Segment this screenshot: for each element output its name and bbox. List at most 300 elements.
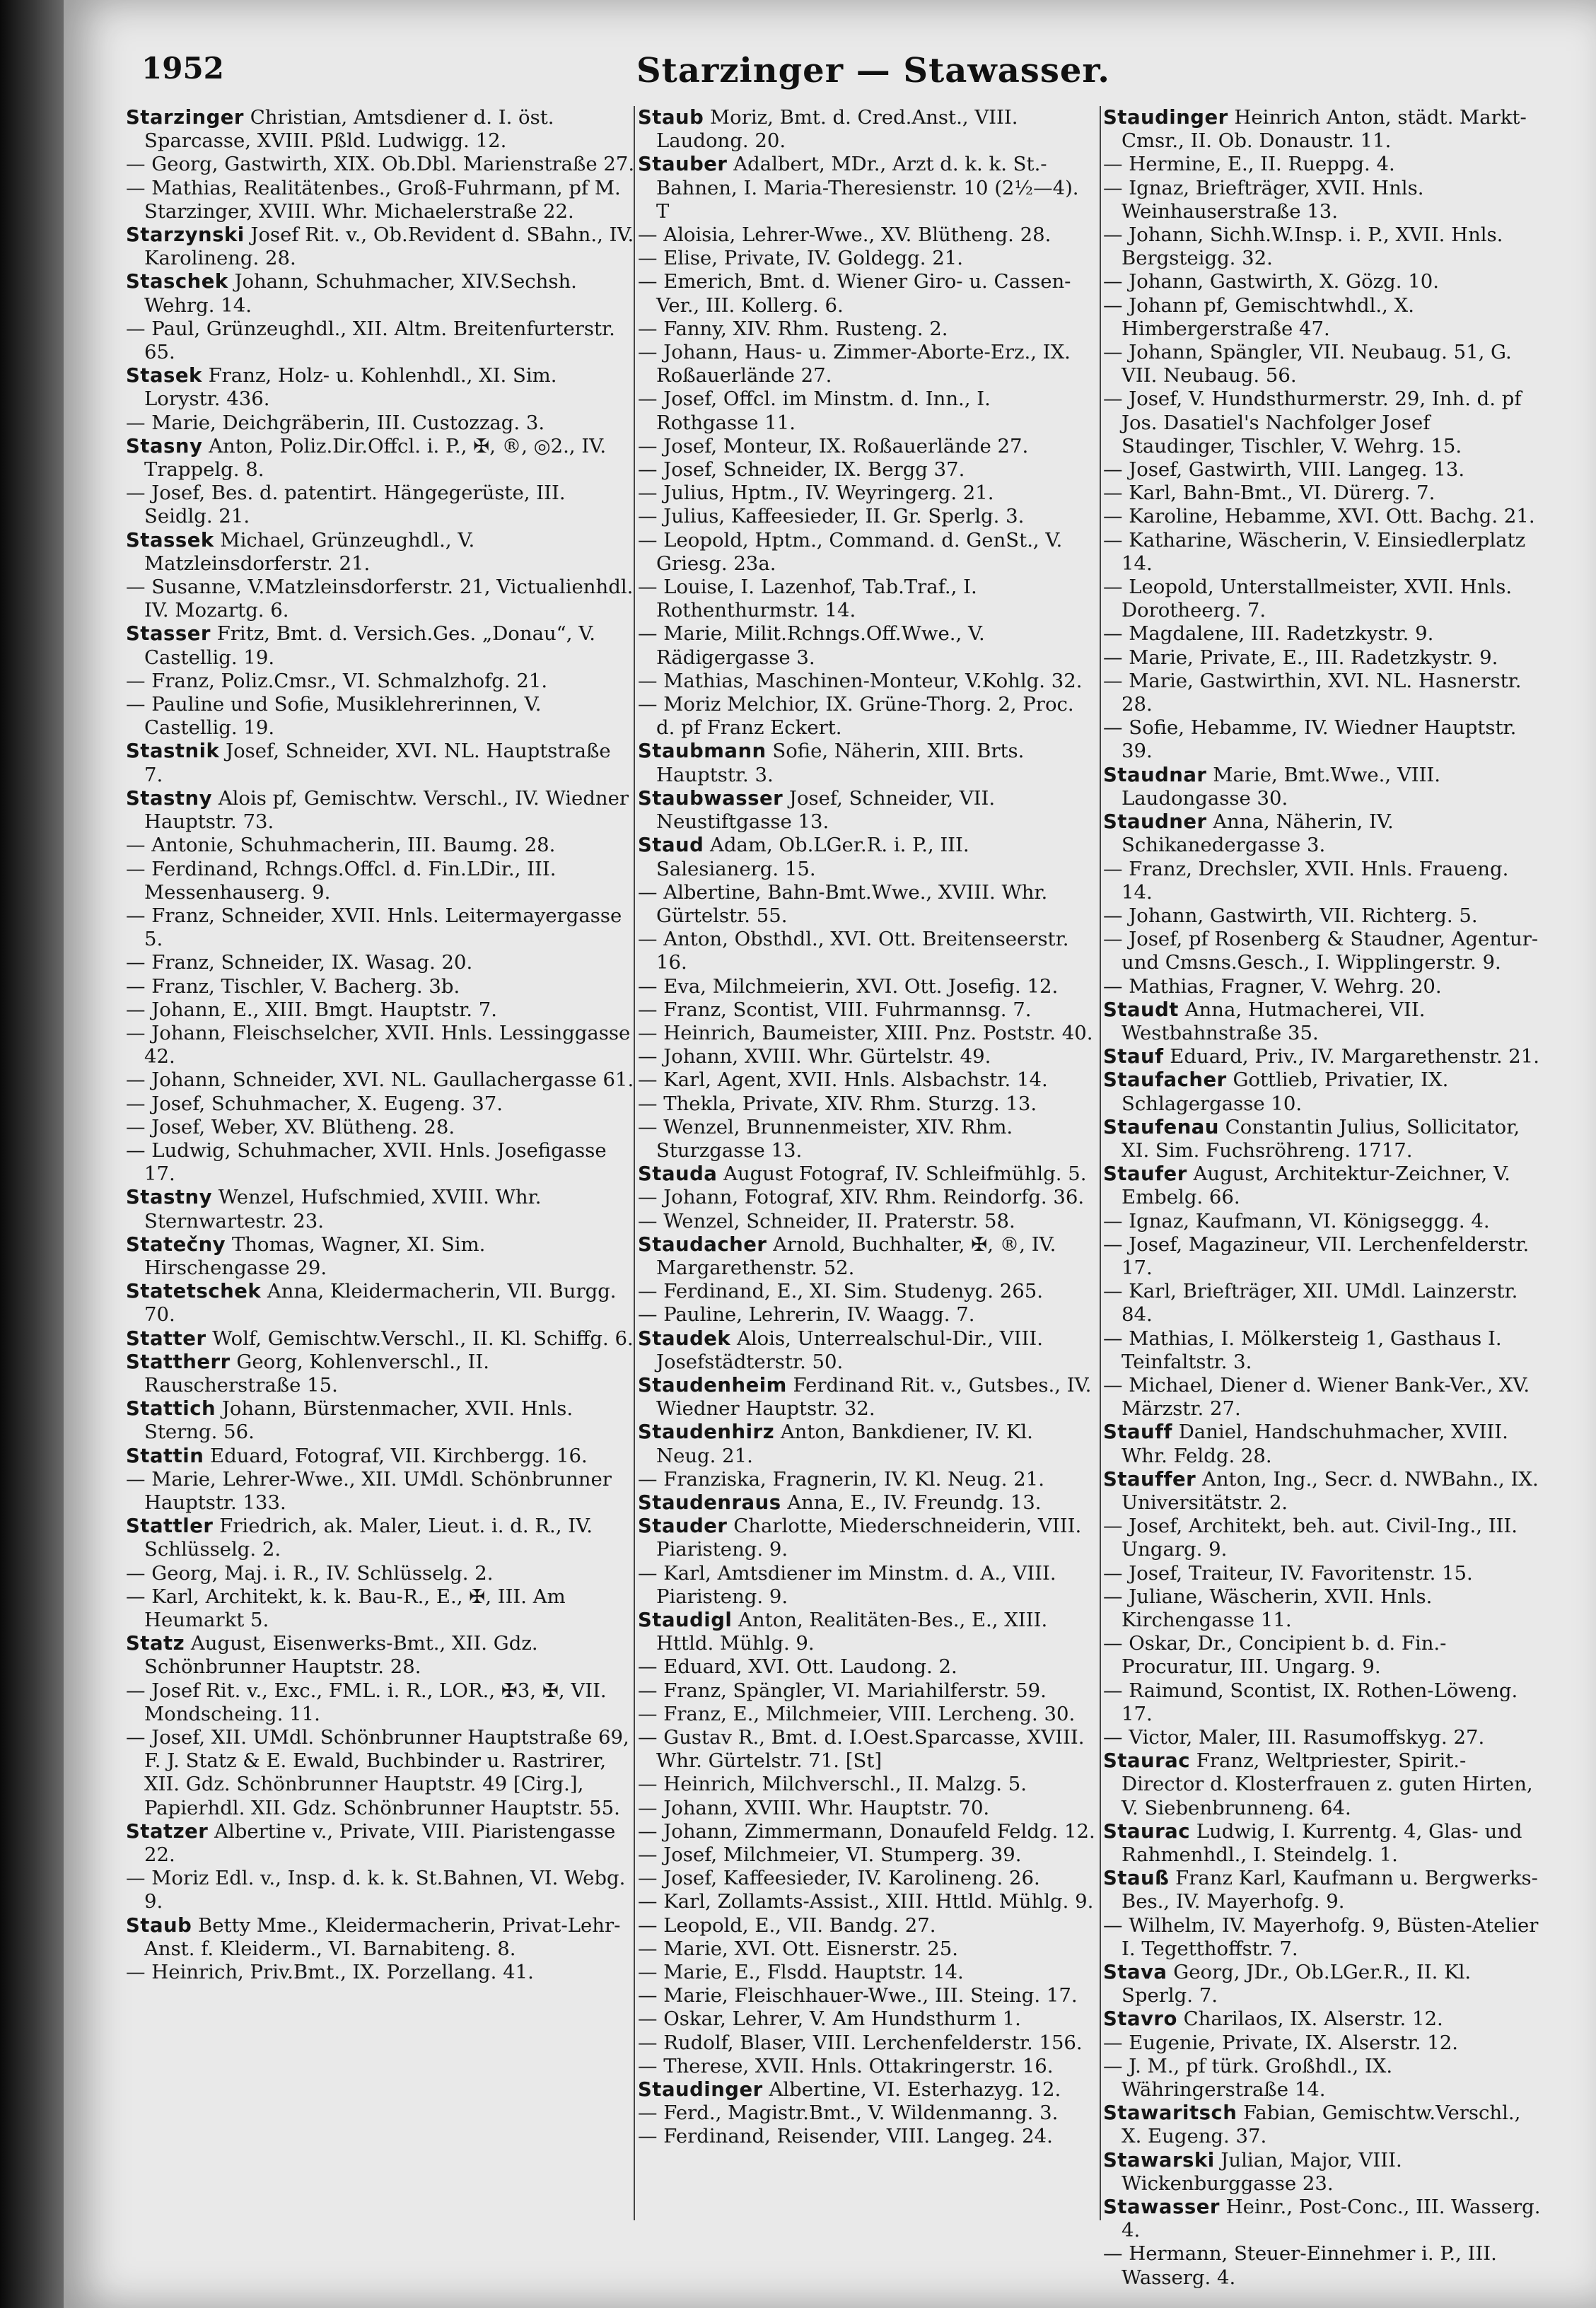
entry-details: — Emerich, Bmt. d. Wiener Giro- u. Cassen-Ver., III. Kollerg. 6. [638,270,1071,317]
directory-entry [1103,2242,1542,2289]
entry-details: — Johann, Schneider, XVI. NL. Gaullachergasse 61. [126,1068,634,1092]
directory-entry [1103,1280,1542,1327]
entry-details: — Julius, Hptm., IV. Weyringerg. 21. [638,482,994,505]
directory-entry [1103,1749,1542,1820]
directory-entry [638,482,1096,505]
entry-surname: Stauff [1103,1421,1173,1444]
entry-details: Albertine v., Private, VIII. Piaristengasse 22. [144,1819,616,1867]
directory-entry [1103,482,1542,505]
directory-entry [638,576,1096,622]
entry-surname: Statter [126,1327,206,1350]
entry-details: — Julius, Kaffeesieder, II. Gr. Sperlg. 3. [638,505,1025,528]
directory-entry [638,1515,1096,1561]
entry-details: Sofie, Näherin, XIII. Brts. Hauptstr. 3. [656,740,1025,786]
entry-details: Georg, JDr., Ob.LGer.R., II. Kl. Sperlg. 7. [1122,1961,1472,2007]
directory-entry [638,740,1096,786]
entry-surname: Staudigl [638,1609,733,1631]
directory-entry [638,1679,1096,1703]
directory-entry [1103,505,1542,528]
directory-entry [638,1703,1096,1726]
entry-surname: Stava [1103,1961,1167,1984]
entry-details: — Franz, Schneider, XVII. Hnls. Leitermayergasse 5. [126,904,622,951]
directory-entry [638,1068,1096,1092]
entry-surname: Staudt [1103,998,1179,1021]
entry-details: — Karoline, Hebamme, XVI. Ott. Bachg. 21. [1103,505,1535,528]
directory-entry [638,387,1096,434]
directory-entry [126,317,635,364]
directory-column-3 [1103,106,1542,2290]
directory-entry [638,1937,1096,1961]
directory-entry [1103,1116,1542,1162]
directory-entry [638,2055,1096,2078]
directory-entry [638,622,1096,669]
entry-details: — Franz, Drechsler, XVII. Hnls. Fraueng. 14. [1103,857,1509,904]
directory-entry [1103,576,1542,622]
directory-entry [126,153,635,176]
entry-details: — Franziska, Fragnerin, IV. Kl. Neug. 21. [638,1467,1044,1491]
directory-entry [638,1773,1096,1796]
entry-details: August, Architektur-Zeichner, V. Embelg. 66. [1122,1162,1510,1209]
directory-entry [638,1421,1096,1467]
entry-details: — Johann, Zimmermann, Donaufeld Feldg. 12. [638,1819,1095,1843]
entry-details: — Heinrich, Priv.Bmt., IX. Porzellang. 41. [126,1961,534,1984]
entry-surname: Staufacher [1103,1068,1227,1092]
directory-entry [1103,1820,1542,1867]
entry-surname: Stawaritsch [1103,2102,1237,2125]
directory-entry [1103,1327,1542,1374]
entry-details: Wolf, Gemischtw.Verschl., II. Kl. Schiffg. 6. [206,1327,634,1350]
directory-entry [1103,646,1542,670]
directory-entry [126,1679,635,1726]
entry-details: Ludwig, I. Kurrentg. 4, Glas- und Rahmenhdl., I. Steindelg. 1. [1122,1819,1522,1867]
directory-entry [126,435,635,482]
directory-entry [1103,975,1542,998]
directory-entry [1103,2149,1542,2196]
entry-details: — Ferdinand, Reisender, VIII. Langeg. 24. [638,2125,1053,2148]
entry-details: — Heinrich, Milchverschl., II. Malzg. 5. [638,1773,1027,1796]
entry-details: — Oskar, Lehrer, V. Am Hundsthurm 1. [638,2007,1021,2031]
entry-surname: Staub [638,106,704,129]
directory-entry [126,1116,635,1139]
directory-entry [126,177,635,223]
entry-details: — Josef, V. Hundsthurmerstr. 29, Inh. d. pf Jos. Dasatiel's Nachfolger Josef Staudinger, Tischler, V. Wehrg. 15. [1103,387,1522,457]
entry-details: — Josef, Kaffeesieder, IV. Karolineng. 26. [638,1867,1040,1890]
entry-details: — Moriz Edl. v., Insp. d. k. k. St.Bahnen, VI. Webg. 9. [126,1867,626,1913]
entry-details: — Therese, XVII. Hnls. Ottakringerstr. 16. [638,2054,1054,2077]
directory-entry [1103,998,1542,1045]
entry-details: — Johann, Fotograf, XIV. Rhm. Reindorfg. 36. [638,1186,1085,1209]
entry-details: Daniel, Handschuhmacher, XVIII. Whr. Feldg. 28. [1122,1421,1508,1467]
entry-details: Johann, Schuhmacher, XIV.Sechsh. Wehrg. 14. [144,270,577,317]
entry-details: — Karl, Architekt, k. k. Bau-R., E., ✠, III. Am Heumarkt 5. [126,1585,566,1631]
entry-surname: Stasek [126,364,202,387]
entry-surname: Statetschek [126,1280,262,1303]
directory-entry [1103,670,1542,716]
directory-column-1 [126,106,635,1984]
entry-surname: Staudenhirz [638,1421,775,1444]
entry-details: — Josef, Schneider, IX. Bergg 37. [638,458,965,482]
entry-details: Anna, Kleidermacherin, VII. Burgg. 70. [144,1280,617,1327]
entry-details: — Ferdinand, E., XI. Sim. Studenyg. 265. [638,1280,1044,1303]
entry-details: Fritz, Bmt. d. Versich.Ges. „Donau“, V. Castellig. 19. [144,622,596,669]
entry-surname: Staubmann [638,740,767,763]
entry-details: — Johann, Gastwirth, VII. Richterg. 5. [1103,904,1478,927]
directory-entry [1103,1374,1542,1421]
entry-details: — Anton, Obsthdl., XVI. Ott. Breitenseerstr. 16. [638,928,1069,974]
directory-entry [638,1116,1096,1162]
entry-details: — Katharine, Wäscherin, V. Einsiedlerplatz 14. [1103,528,1526,575]
directory-entry [638,975,1096,998]
directory-entry [1103,387,1542,458]
entry-surname: Stauda [638,1162,718,1186]
directory-entry [638,2078,1096,2102]
entry-surname: Stauffer [1103,1467,1196,1491]
entry-surname: Staudenraus [638,1491,781,1514]
entry-details: — Josef, Weber, XV. Blütheng. 28. [126,1115,455,1138]
entry-details: — Juliane, Wäscherin, XVII. Hnls. Kirchengasse 11. [1103,1585,1433,1631]
entry-surname: Staudner [1103,810,1207,834]
directory-entry [638,1468,1096,1491]
entry-surname: Staubwasser [638,786,784,810]
directory-entry [1103,858,1542,904]
entry-details: — Johann, E., XIII. Bmgt. Hauptstr. 7. [126,998,497,1021]
entry-details: — Karl, Amtsdiener im Minstm. d. A., VIII. Piaristeng. 9. [638,1561,1056,1608]
directory-entry [1103,529,1542,576]
entry-surname: Stassek [126,528,214,552]
directory-entry [1103,223,1542,270]
entry-details: — Franz, Poliz.Cmsr., VI. Schmalzhofg. 21. [126,669,548,692]
entry-details: — J. M., pf türk. Großhdl., IX. Währingerstraße 14. [1103,2054,1393,2102]
entry-details: — Josef, Offcl. im Minstm. d. Inn., I. Rothgasse 11. [638,387,991,434]
entry-details: Heinr., Post-Conc., III. Wasserg. 4. [1122,2196,1541,2242]
entry-details: Christian, Amtsdiener d. I. öst. Sparcasse, XVIII. Pßld. Ludwigg. 12. [144,106,554,153]
entry-surname: Stastnik [126,740,220,763]
directory-entry [638,223,1096,247]
directory-entry [126,364,635,411]
entry-details: — Josef, XII. UMdl. Schönbrunner Hauptstraße 69, F. J. Statz & E. Ewald, Buchbinder u. Rastrirer, XII. Gdz. Schönbrunner Hauptstr. 49 [Cirg.], Papierhdl. XII. Gdz. Schönbrunner Hauptstr. 55. [126,1726,629,1819]
entry-details: — Marie, XVI. Ott. Eisnerstr. 25. [638,1937,959,1960]
entry-details: — Johann, Gastwirth, X. Gözg. 10. [1103,270,1439,293]
entry-details: Alois, Unterrealschul-Dir., VIII. Josefstädterstr. 50. [656,1327,1043,1373]
directory-entry [638,834,1096,880]
directory-entry [638,787,1096,834]
directory-entry [638,2102,1096,2125]
directory-entry [126,670,635,693]
entry-surname: Staudinger [1103,106,1228,129]
entry-details: — Paul, Grünzeughdl., XII. Altm. Breitenfurterstr. 65. [126,317,615,364]
directory-entry [638,529,1096,576]
entry-surname: Staufer [1103,1162,1187,1186]
entry-details: — Ignaz, Briefträger, XVII. Hnls. Weinhauserstraße 13. [1103,176,1424,223]
directory-entry [638,1562,1096,1609]
directory-entry [638,670,1096,693]
directory-entry [126,482,635,528]
directory-entry [638,2007,1096,2031]
directory-entry [638,1045,1096,1068]
directory-entry [126,1468,635,1515]
directory-entry [638,1890,1096,1913]
directory-entry [1103,1233,1542,1280]
directory-entry [638,1092,1096,1116]
directory-entry [1103,1045,1542,1068]
entry-details: — Fanny, XIV. Rhm. Rusteng. 2. [638,317,948,340]
entry-details: — Pauline, Lehrerin, IV. Waagg. 7. [638,1303,975,1327]
entry-surname: Stattler [126,1515,214,1538]
directory-entry [638,881,1096,928]
entry-details: Charlotte, Miederschneiderin, VIII. Piaristeng. 9. [656,1515,1082,1561]
entry-details: — Josef, Milchmeier, VI. Stumperg. 39. [638,1843,1022,1867]
entry-surname: Stasny [126,434,203,457]
entry-details: — Mathias, Fragner, V. Wehrg. 20. [1103,974,1442,998]
directory-entry [638,1797,1096,1820]
directory-entry [126,1726,635,1820]
entry-details: — Oskar, Dr., Concipient b. d. Fin.-Procuratur, III. Ungarg. 9. [1103,1632,1447,1679]
entry-surname: Stauber [638,153,728,176]
directory-entry [1103,810,1542,857]
entry-details: Moriz, Bmt. d. Cred.Anst., VIII. Laudong. 20. [656,106,1018,153]
directory-entry [126,834,635,857]
entry-details: — Elise, Private, IV. Goldegg. 21. [638,247,963,270]
entry-details: — Josef, Bes. d. patentirt. Hängegerüste, III. Seidlg. 21. [126,482,566,528]
directory-entry [1103,1679,1542,1726]
entry-details: Heinrich Anton, städt. Markt-Cmsr., II. Ob. Donaustr. 11. [1122,106,1527,153]
entry-surname: Stastny [126,786,213,810]
entry-surname: Stasser [126,622,211,646]
entry-details: — Mathias, I. Mölkersteig 1, Gasthaus I. Teinfaltstr. 3. [1103,1327,1502,1373]
entry-surname: Statz [126,1632,185,1655]
entry-details: Julian, Major, VIII. Wickenburggasse 23. [1122,2148,1402,2195]
directory-entry [126,1022,635,1068]
entry-details: — Albertine, Bahn-Bmt.Wwe., XVIII. Whr. Gürtelstr. 55. [638,880,1048,927]
directory-entry [638,153,1096,223]
entry-details: — Josef, pf Rosenberg & Staudner, Agentur- und Cmsns.Gesch., I. Wipplingerstr. 9. [1103,928,1539,974]
entry-details: Friedrich, ak. Maler, Lieut. i. d. R., IV. Schlüsselg. 2. [144,1515,593,1561]
entry-details: Michael, Grünzeughdl., V. Matzleinsdorferstr. 21. [144,528,475,575]
directory-entry [126,951,635,974]
directory-entry [1103,1585,1542,1632]
entry-details: — Pauline und Sofie, Musiklehrerinnen, V. Castellig. 19. [126,693,542,740]
entry-details: Charilaos, IX. Alserstr. 12. [1177,2007,1443,2031]
entry-surname: Starzinger [126,106,244,129]
directory-entry [1103,928,1542,974]
directory-entry [638,1210,1096,1233]
directory-entry [638,1867,1096,1890]
entry-details: — Mathias, Realitätenbes., Groß-Fuhrmann, pf M. Starzinger, XVIII. Whr. Michaelerstraße 22. [126,176,621,223]
entry-details: — Josef, Traiteur, IV. Favoritenstr. 15. [1103,1561,1473,1585]
entry-details: — Marie, Fleischhauer-Wwe., III. Steing. 17. [638,1984,1078,2007]
book-spine [0,0,64,2308]
directory-entry [638,247,1096,270]
directory-entry [126,1961,635,1984]
entry-details: — Eva, Milchmeierin, XVI. Ott. Josefig. 12. [638,974,1059,998]
entry-details: — Rudolf, Blaser, VIII. Lerchenfelderstr. 156. [638,2031,1083,2054]
entry-details: — Michael, Diener d. Wiener Bank-Ver., XV. Märzstr. 27. [1103,1373,1530,1421]
entry-details: — Marie, Lehrer-Wwe., XII. UMdl. Schönbrunner Hauptstr. 133. [126,1467,612,1514]
entry-details: Johann, Bürstenmacher, XVII. Hnls. Sterng. 56. [144,1397,573,1444]
entry-details: — Josef, Schuhmacher, X. Eugeng. 37. [126,1092,503,1115]
directory-entry [638,693,1096,740]
entry-details: — Magdalene, III. Radetzkystr. 9. [1103,622,1434,646]
entry-details: Georg, Kohlenverschl., II. Rauscherstraße 15. [144,1350,489,1397]
directory-entry [1103,1562,1542,1585]
directory-entry [638,458,1096,482]
directory-entry [126,1867,635,1913]
directory-entry [1103,458,1542,482]
entry-details: Fabian, Gemischtw.Verschl., X. Eugeng. 37. [1122,2102,1521,2148]
entry-details: — Johann, XVIII. Whr. Gürtelstr. 49. [638,1045,991,1068]
directory-entry [1103,1421,1542,1467]
directory-entry [126,1445,635,1468]
entry-details: — Johann, XVIII. Whr. Hauptstr. 70. [638,1796,990,1819]
entry-details: Josef, Schneider, VII. Neustiftgasse 13. [656,786,996,834]
entry-details: — Johann pf, Gemischtwhdl., X. Himbergerstraße 47. [1103,293,1414,340]
directory-entry [1103,1210,1542,1233]
entry-details: Ferdinand Rit. v., Gutsbes., IV. Wiedner Hauptstr. 32. [656,1373,1092,1421]
directory-entry [126,270,635,317]
entry-details: Constantin Julius, Sollicitator, XI. Sim. Fuchsröhreng. 1717. [1122,1115,1520,1162]
entry-surname: Staudinger [638,2078,763,2102]
entry-details: — Johann, Spängler, VII. Neubaug. 51, G. VII. Neubaug. 56. [1103,341,1512,387]
entry-details: Franz Karl, Kaufmann u. Bergwerks-Bes., IV. Mayerhofg. 9. [1122,1867,1538,1913]
directory-entry [126,223,635,270]
directory-entry [126,1092,635,1116]
directory-entry [1103,1468,1542,1515]
entry-details: — Johann, Haus- u. Zimmer-Aborte-Erz., IX. Roßauerlände 27. [638,341,1071,387]
entry-details: Eduard, Fotograf, VII. Kirchbergg. 16. [204,1444,588,1467]
directory-entry [638,1162,1096,1186]
directory-entry [1103,270,1542,293]
entry-details: — Wilhelm, IV. Mayerhofg. 9, Büsten-Atelier I. Tegetthoffstr. 7. [1103,1913,1539,1960]
entry-details: — Mathias, Maschinen-Monteur, V.Kohlg. 32. [638,669,1083,692]
entry-details: — Karl, Zollamts-Assist., XIII. Httld. Mühlg. 9. [638,1890,1094,1913]
directory-entry [638,1303,1096,1327]
entry-surname: Statečny [126,1232,226,1256]
entry-details: — Josef Rit. v., Exc., FML. i. R., LOR., ✠3, ✠, VII. Mondscheing. 11. [126,1679,607,1725]
directory-entry [638,505,1096,528]
directory-entry [1103,1867,1542,1913]
entry-details: — Hermine, E., II. Rueppg. 4. [1103,153,1395,176]
running-head: Starzinger — Stawasser. [636,51,1110,91]
directory-entry [1103,177,1542,223]
entry-details: — Karl, Briefträger, XII. UMdl. Lainzerstr. 84. [1103,1280,1518,1327]
entry-surname: Stawarski [1103,2148,1215,2172]
directory-entry [126,1186,635,1232]
entry-surname: Staudnar [1103,763,1207,786]
directory-entry [1103,1632,1542,1679]
entry-details: Gottlieb, Privatier, IX. Schlagergasse 10. [1122,1068,1449,1115]
entry-details: Wenzel, Hufschmied, XVIII. Whr. Sternwartestr. 23. [144,1186,542,1232]
directory-entry [638,1327,1096,1374]
directory-entry [638,998,1096,1022]
entry-surname: Stawasser [1103,2196,1220,2219]
directory-entry [638,1961,1096,1984]
entry-surname: Staurac [1103,1819,1191,1843]
entry-details: — Marie, E., Flsdd. Hauptstr. 14. [638,1961,964,1984]
entry-details: — Franz, Spängler, VI. Mariahilferstr. 59. [638,1679,1047,1702]
entry-details: — Marie, Milit.Rchngs.Off.Wwe., V. Rädigergasse 3. [638,622,985,669]
entry-details: — Marie, Gastwirthin, XVI. NL. Hasnerstr. 28. [1103,669,1522,716]
entry-details: — Josef, Gastwirth, VIII. Langeg. 13. [1103,458,1465,482]
entry-details: — Josef, Architekt, beh. aut. Civil-Ing., III. Ungarg. 9. [1103,1515,1518,1561]
directory-entry [1103,1726,1542,1749]
directory-entry [1103,2032,1542,2055]
directory-entry [638,106,1096,153]
directory-entry [126,975,635,998]
directory-entry [638,1726,1096,1773]
directory-entry [126,1139,635,1186]
entry-details: Albertine, VI. Esterhazyg. 12. [762,2078,1061,2102]
entry-surname: Stattich [126,1397,216,1421]
directory-entry [638,928,1096,974]
directory-entry [126,1351,635,1397]
directory-column-2 [638,106,1096,2149]
directory-entry [638,1984,1096,2007]
entry-details: — Hermann, Steuer-Einnehmer i. P., III. Wasserg. 4. [1103,2242,1497,2289]
entry-surname: Starzynski [126,223,245,247]
directory-entry [126,858,635,904]
directory-entry [126,1280,635,1327]
directory-entry [126,904,635,951]
entry-surname: Staudacher [638,1232,767,1256]
directory-entry [1103,716,1542,763]
entry-surname: Stauß [1103,1867,1170,1890]
entry-details: — Leopold, E., VII. Bandg. 27. [638,1913,936,1937]
entry-details: Franz, Weltpriester, Spirit.-Director d. Klosterfrauen z. guten Hirten, V. Siebenbrunneng. 64. [1122,1749,1533,1819]
entry-details: Anna, E., IV. Freundg. 13. [781,1491,1042,1514]
directory-entry [638,1609,1096,1655]
entry-details: — Ferd., Magistr.Bmt., V. Wildenmanng. 3. [638,2102,1059,2125]
entry-surname: Staufenau [1103,1115,1219,1138]
entry-details: — Franz, Schneider, IX. Wasag. 20. [126,951,473,974]
entry-details: Anna, Näherin, IV. Schikanedergasse 3. [1122,810,1394,857]
entry-details: — Marie, Private, E., III. Radetzkystr. 9. [1103,646,1498,669]
entry-details: August, Eisenwerks-Bmt., XII. Gdz. Schönbrunner Hauptstr. 28. [144,1632,538,1679]
entry-details: — Moriz Melchior, IX. Grüne-Thorg. 2, Proc. d. pf Franz Eckert. [638,693,1074,740]
entry-details: Franz, Holz- u. Kohlenhdl., XI. Sim. Lorystr. 436. [144,364,557,411]
directory-entry [638,270,1096,317]
entry-details: Josef Rit. v., Ob.Revident d. SBahn., IV. Karolineng. 28. [144,223,634,270]
entry-details: — Karl, Bahn-Bmt., VI. Dürerg. 7. [1103,482,1435,505]
entry-details: Anna, Hutmacherei, VII. Westbahnstraße 35. [1122,998,1426,1044]
directory-entry [638,1820,1096,1843]
directory-entry [1103,2102,1542,2148]
entry-details: — Antonie, Schuhmacherin, III. Baumg. 28. [126,834,556,857]
directory-entry [638,1491,1096,1515]
entry-details: — Johann, Sichh.W.Insp. i. P., XVII. Hnls. Bergsteigg. 32. [1103,223,1503,270]
entry-details: — Ferdinand, Rchngs.Offcl. d. Fin.LDir., III. Messenhauserg. 9. [126,857,557,904]
directory-entry [1103,106,1542,153]
directory-entry [126,1585,635,1632]
entry-details: Josef, Schneider, XVI. NL. Hauptstraße 7. [144,740,611,786]
directory-entry [126,1820,635,1867]
entry-details: Alois pf, Gemischtw. Verschl., IV. Wiedner Hauptstr. 73. [144,786,629,834]
entry-surname: Staudenheim [638,1373,787,1397]
directory-entry [1103,294,1542,341]
directory-entry [638,435,1096,458]
entry-surname: Staurac [1103,1749,1191,1773]
entry-details: — Eduard, XVI. Ott. Laudong. 2. [638,1655,957,1679]
entry-surname: Staudek [638,1327,731,1350]
entry-surname: Stattin [126,1444,204,1467]
entry-surname: Statzer [126,1819,209,1843]
entry-details: — Johann, Fleischselcher, XVII. Hnls. Lessinggasse 42. [126,1021,631,1068]
directory-entry [126,998,635,1022]
directory-entry [126,106,635,153]
directory-entry [638,1655,1096,1679]
entry-details: — Gustav R., Bmt. d. I.Oest.Sparcasse, XVIII. Whr. Gürtelstr. 71. [St] [638,1726,1085,1773]
directory-entry [126,1914,635,1961]
directory-entry [638,317,1096,341]
